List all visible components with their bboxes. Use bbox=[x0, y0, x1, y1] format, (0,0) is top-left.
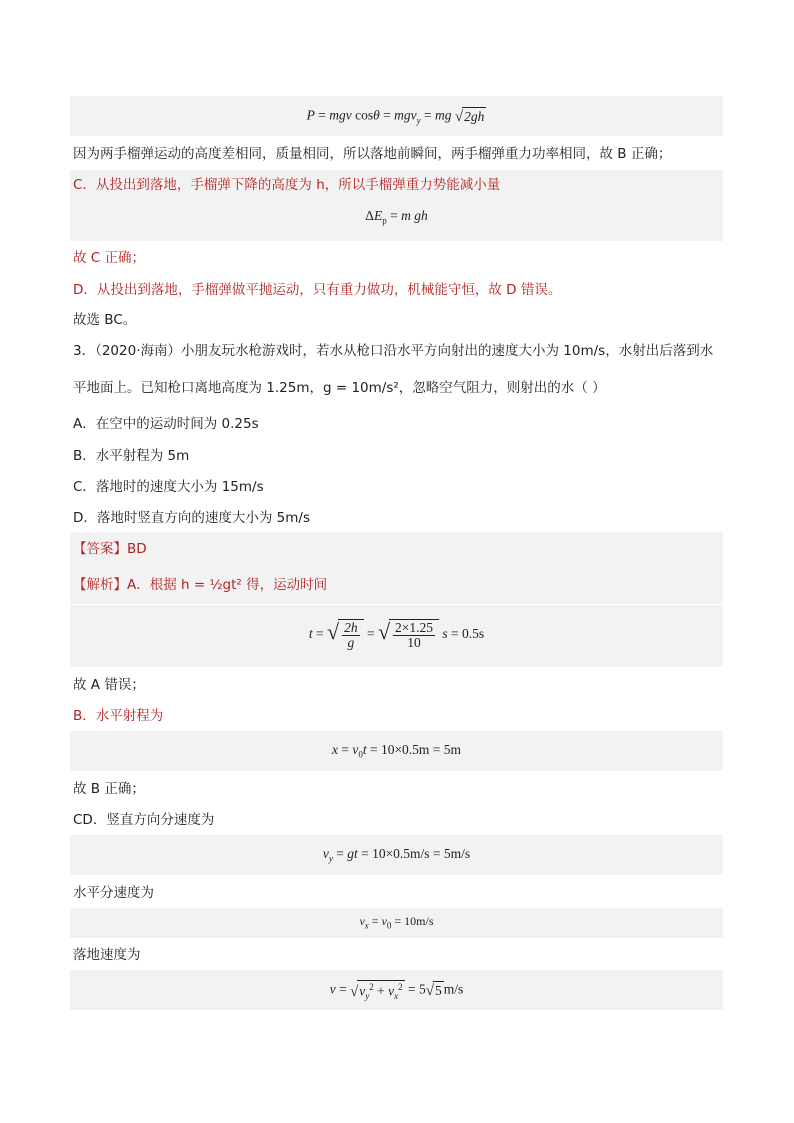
answer-line bbox=[73, 539, 147, 559]
formula-vertical-velocity: $v_y$ = gt = 10×0.5m/s = 5m/s bbox=[322, 846, 471, 864]
text-a-wrong: 故 A 错误； bbox=[73, 677, 145, 693]
text-choose-answer: 故选 BC。 bbox=[73, 312, 137, 328]
answer-label: 【答案】 bbox=[73, 541, 127, 557]
text-b-correct: 故 B 正确； bbox=[73, 781, 145, 797]
text-c-correct: 故 C 正确； bbox=[73, 250, 146, 266]
formula-box-power bbox=[70, 96, 723, 136]
option-a: A．在空中的运动时间为 0.25s bbox=[73, 416, 259, 432]
formula-range: $x = v_0t = 10\times 0.5m = 5m$ bbox=[331, 742, 462, 760]
formula-horizontal-velocity: $v_x = v_0 = 10m/s$ bbox=[359, 914, 434, 931]
text-option-c-explanation: C．从投出到落地，手榴弹下降的高度为 h，所以手榴弹重力势能减小量 bbox=[73, 177, 501, 193]
text-b-label: B．水平射程为 bbox=[73, 708, 164, 724]
formula-box-vertical-velocity bbox=[70, 835, 723, 875]
text-same-power: 因为两手榴弹运动的高度差相同，质量相同，所以落地前瞬间，两手榴弹重力功率相同，故 B 正确； bbox=[73, 146, 672, 162]
text-horizontal-velocity-label: 水平分速度为 bbox=[73, 885, 154, 901]
formula-power: P = mgv cosθ = mgv$_y$ = mg √2gh bbox=[306, 107, 485, 126]
formula-box-landing-velocity bbox=[70, 970, 723, 1010]
analysis-label: 【解析】 bbox=[73, 577, 127, 593]
question-3-stem-line2: 平地面上。已知枪口离地高度为 1.25m，g = 10m/s²，忽略空气阻力，则射出的水（ ） bbox=[73, 380, 606, 396]
option-d: D．落地时竖直方向的速度大小为 5m/s bbox=[73, 510, 311, 526]
formula-time: t = √ $\frac{2h}{g}$ = √ $\frac{2\times 1.25}{10}$ s = 0.5s bbox=[308, 619, 485, 651]
formula-potential-energy: $\Delta E_p = m$ gh bbox=[365, 208, 428, 226]
text-landing-velocity-label: 落地速度为 bbox=[73, 947, 141, 963]
analysis-line bbox=[73, 575, 327, 595]
analysis-intro: A．根据 h = ½gt² 得，运动时间 bbox=[127, 577, 328, 593]
answer-value: BD bbox=[127, 541, 147, 557]
formula-box-horizontal-velocity bbox=[70, 908, 723, 938]
option-b: B．水平射程为 5m bbox=[73, 448, 190, 464]
text-cd-label: CD．竖直方向分速度为 bbox=[73, 812, 215, 828]
formula-box-potential bbox=[70, 170, 723, 241]
formula-box-time bbox=[70, 605, 723, 667]
formula-landing-velocity: $v = √v_y^2 + v_x^2 = 5√5$ m/s bbox=[329, 981, 464, 1002]
question-3-stem-line1: 3．（2020·海南）小朋友玩水枪游戏时，若水从枪口沿水平方向射出的速度大小为 10m/s，水射出后落到水 bbox=[73, 343, 714, 359]
formula-box-range bbox=[70, 731, 723, 771]
option-c: C．落地时的速度大小为 15m/s bbox=[73, 479, 264, 495]
text-option-d-explanation: D．从投出到落地，手榴弹做平抛运动，只有重力做功，机械能守恒，故 D 错误。 bbox=[73, 282, 562, 298]
